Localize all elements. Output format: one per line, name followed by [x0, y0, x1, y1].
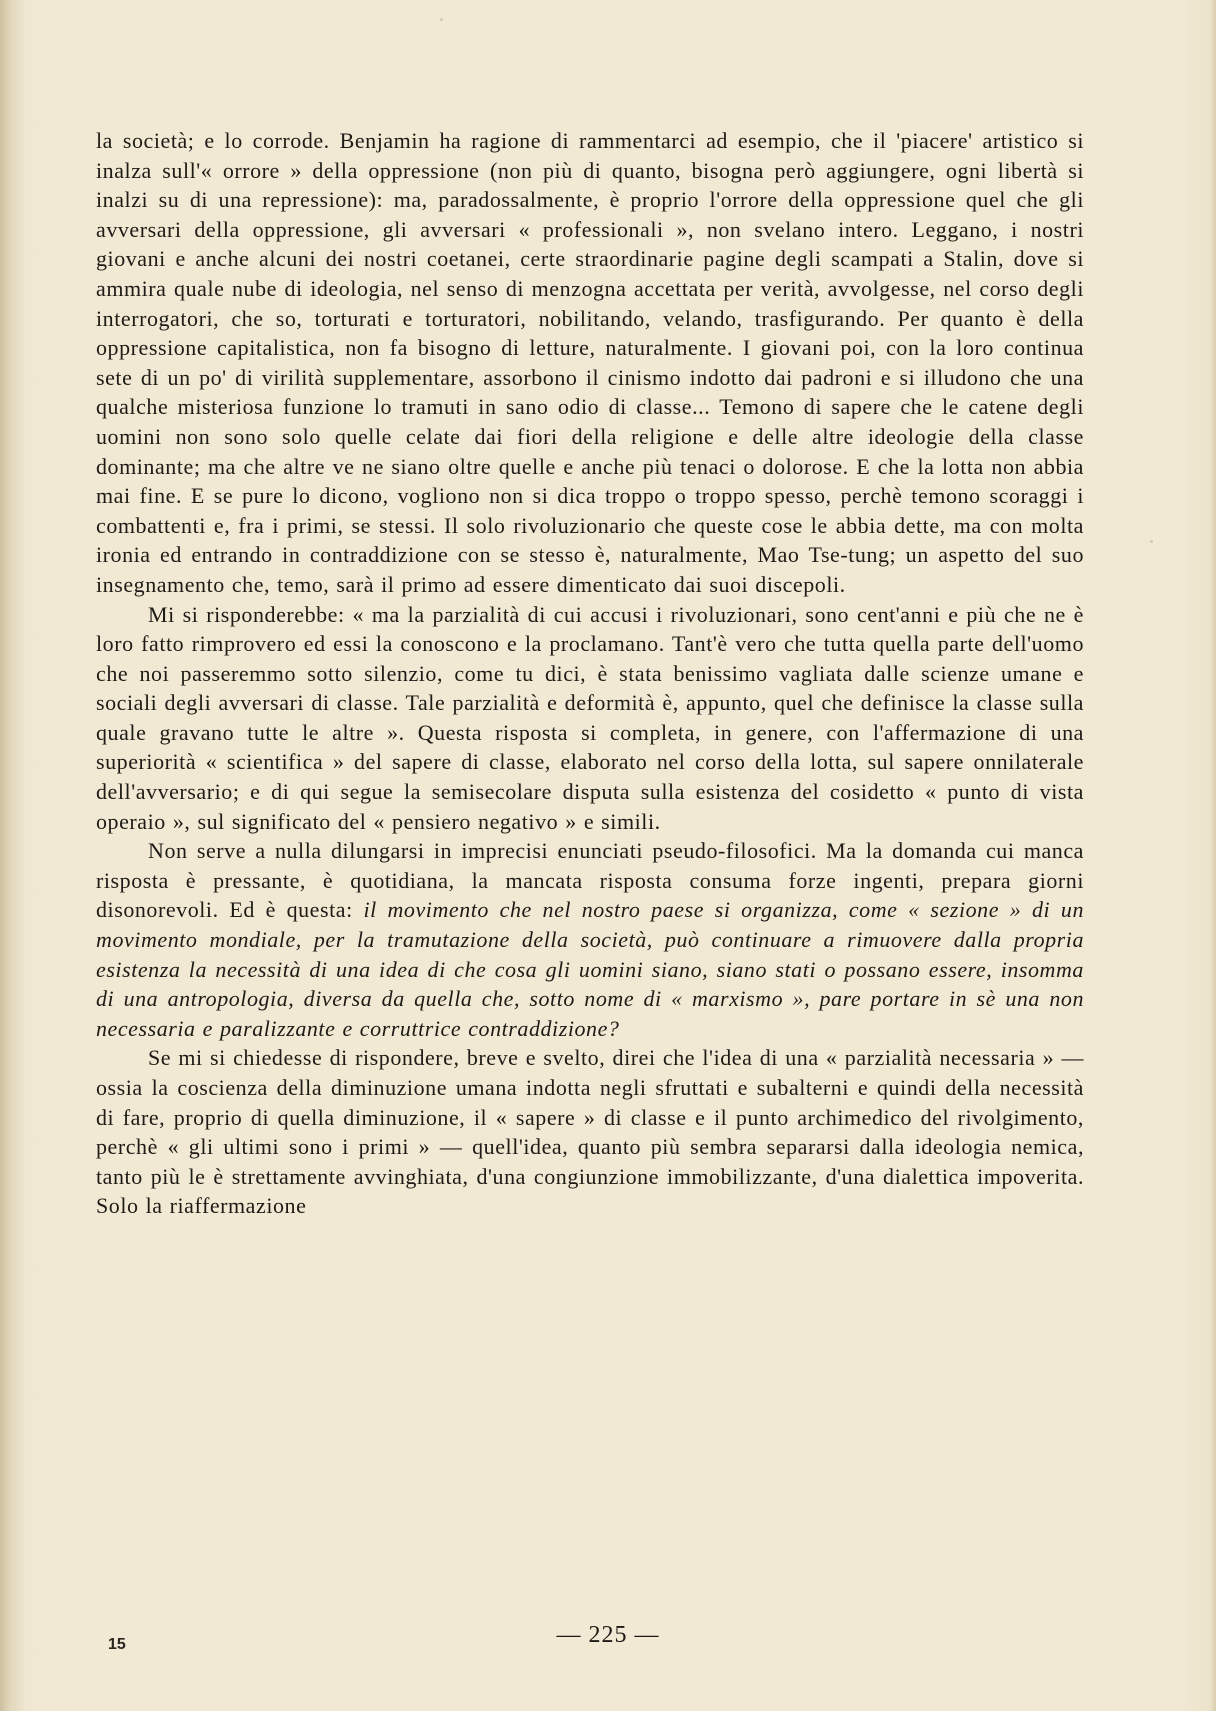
- paragraph-2: [96, 600, 1084, 837]
- paragraph-3: [96, 836, 1084, 1043]
- paragraph-1: [96, 126, 1084, 600]
- paper-speck: [440, 18, 443, 21]
- paragraph-4: [96, 1043, 1084, 1221]
- paper-speck: [1150, 540, 1153, 543]
- paragraph-3-text: Non serve a nulla dilungarsi in imprecisi enunciati pseudo-filosofici. Ma la domanda cui manca risposta è pressante, è quotidiana, la mancata risposta consuma forze ingenti, prepara giorni disonorevoli. Ed è questa:: [96, 838, 1084, 923]
- paragraph-4-text: Se mi si chiedesse di rispondere, breve e svelto, direi che l'idea di una « parzialità necessaria » — ossia la coscienza della diminuzione umana indotta negli sfruttati e subalterni e quindi della necessità di fare, proprio di quella diminuzione, il « sapere » di classe e il punto archimedico del rivolgimento, perchè « gli ultimi sono i primi » — quell'idea, quanto più sembra separarsi dalla ideologia nemica, tanto più le è strettamente avvinghiata, d'una congiunzione immobilizzante, d'una dialettica impoverita. Solo la riaffermazione: [96, 1045, 1084, 1219]
- page-number: — 225 —: [556, 1622, 660, 1648]
- paragraph-3-italic-question: il movimento che nel nostro paese si organizza, come « sezione » di un movimento mondiale, per la tramutazione della società, può continuare a rimuovere dalla propria esistenza la necessità di una idea di che cosa gli uomini siano, siano stati o possano essere, insomma di una antropologia, diversa da quella che, sotto nome di « marxismo », pare portare in sè una non necessaria e paralizzante e corruttrice contraddizione?: [96, 897, 1084, 1041]
- paragraph-1-text: la società; e lo corrode. Benjamin ha ragione di rammentarci ad esempio, che il 'piacere' artistico si inalza sull'« orrore » della oppressione (non più di quanto, bisogna però aggiungere, ogni libertà si inalzi su di una repressione): ma, paradossalmente, è proprio l'orrore della oppressione quel che gli avversari della oppressione, gli avversari « professionali », non svelano intero. Leggano, i nostri giovani e anche alcuni dei nostri coetanei, certe straordinarie pagine degli scampati a Stalin, dove si ammira quale nube di ideologia, nel senso di menzogna accettata per verità, avvolgesse, nel corso degli interrogatori, che so, torturati e torturatori, nobilitando, velando, trasfigurando. Per quanto è della oppressione capitalistica, non fa bisogno di letture, naturalmente. I giovani poi, con la loro continua sete di un po' di virilità supplementare, assorbono il cinismo indotto dai padroni e si illudono che una qualche misteriosa funzione lo tramuti in sano odio di classe... Temono di sapere che le catene degli uomini non sono solo quelle celate dai fiori della religione e delle altre ideologie della classe dominante; ma che altre ve ne siano oltre quelle e anche più tenaci o dolorose. E che la lotta non abbia mai fine. E se pure lo dicono, vogliono non si dica troppo o troppo spesso, perchè temono scoraggi i combattenti e, fra i primi, se stessi. Il solo rivoluzionario che queste cose le abbia dette, ma con molta ironia ed entrando in contraddizione con se stesso è, naturalmente, Mao Tse-tung; un aspetto del suo insegnamento che, temo, sarà il primo ad essere dimenticato dai suoi discepoli.: [96, 128, 1084, 597]
- paragraph-2-text: Mi si risponderebbe: « ma la parzialità di cui accusi i rivoluzionari, sono cent'anni e più che ne è loro fatto rimprovero ed essi la conoscono e la proclamano. Tant'è vero che tutta quella parte dell'uomo che noi passeremmo sotto silenzio, come tu dici, è stata benissimo vagliata dalle scienze umane e sociali degli avversari di classe. Tale parzialità e deformità è, appunto, quel che definisce la classe sulla quale gravano tutte le altre ». Questa risposta si completa, in genere, con l'affermazione di una superiorità « scientifica » del sapere di classe, elaborato nel corso della lotta, sul sapere onnilaterale dell'avversario; e di qui segue la semisecolare disputa sulla esistenza del cosidetto « punto di vista operaio », sul significato del « pensiero negativo » e simili.: [96, 601, 1084, 834]
- body-text: [96, 126, 1084, 1221]
- signature-mark: 15: [108, 1636, 126, 1653]
